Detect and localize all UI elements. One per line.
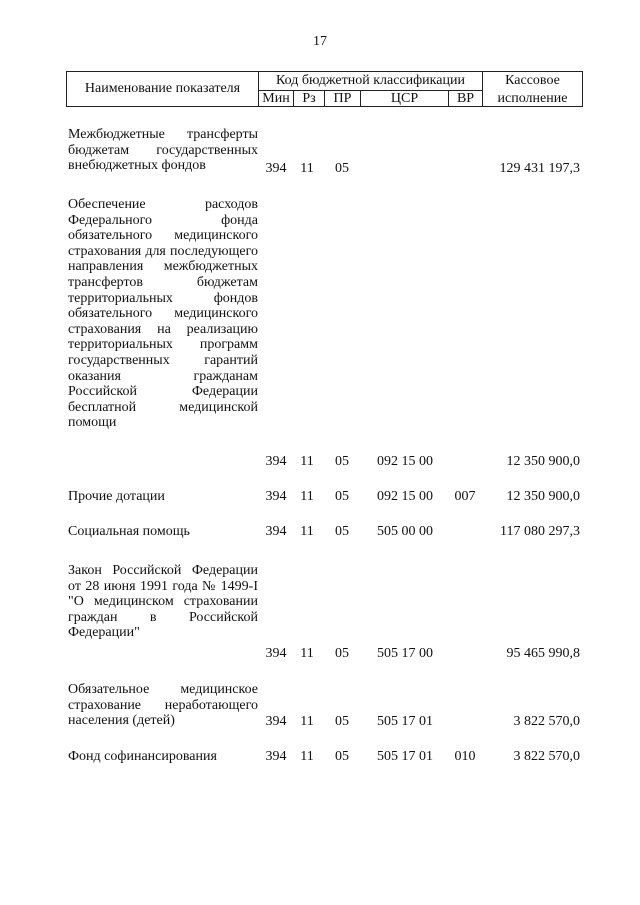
row-min: 394 xyxy=(265,489,287,504)
row-csr: 505 17 00 xyxy=(377,646,433,661)
header-execution-line1: Кассовое xyxy=(505,73,560,88)
row-vr: 007 xyxy=(454,489,476,504)
header-pr: ПР xyxy=(333,91,352,106)
header-top-border xyxy=(66,71,583,72)
header-min: Мин xyxy=(262,91,290,106)
header-name-column: Наименование показателя xyxy=(84,81,241,96)
row-pr: 05 xyxy=(335,161,349,176)
row-rz: 11 xyxy=(300,161,314,176)
row-csr: 505 17 01 xyxy=(377,714,433,729)
row-min: 394 xyxy=(265,646,287,661)
row-csr: 092 15 00 xyxy=(377,489,433,504)
row-min: 394 xyxy=(265,161,287,176)
row-name: Обязательное медицинское страхование неработающего населения (детей) xyxy=(68,682,258,729)
row-amount: 129 431 197,3 xyxy=(499,161,580,176)
row-min: 394 xyxy=(265,524,287,539)
row-min: 394 xyxy=(265,454,287,469)
row-name: Фонд софинансирования xyxy=(68,749,217,764)
header-rz: Рз xyxy=(302,91,316,106)
row-name: Социальная помощь xyxy=(68,524,190,539)
row-csr: 505 00 00 xyxy=(377,524,433,539)
row-name: Прочие дотации xyxy=(68,489,165,504)
row-csr: 505 17 01 xyxy=(377,749,433,764)
header-vr: ВР xyxy=(456,91,475,106)
row-rz: 11 xyxy=(300,749,314,764)
header-right-border xyxy=(582,71,583,107)
row-name: Межбюджетные трансферты бюджетам государственных внебюджетных фондов xyxy=(68,127,258,174)
row-rz: 11 xyxy=(300,454,314,469)
header-execution-line2: исполнение xyxy=(497,91,568,106)
row-amount: 117 080 297,3 xyxy=(500,524,580,539)
row-csr: 092 15 00 xyxy=(377,454,433,469)
row-amount: 95 465 990,8 xyxy=(506,646,580,661)
row-name: Обеспечение расходов Федерального фонда обязательного медицинского страхования для последующего направления межбюджетных трансфертов бюджетам территориальных фондов обязательного медицинского страхования на реализацию территориальных программ государственных гарантий оказания гражданам Российской Федерации бесплатной медицинской помощи xyxy=(68,197,258,431)
row-rz: 11 xyxy=(300,714,314,729)
row-min: 394 xyxy=(265,749,287,764)
row-pr: 05 xyxy=(335,714,349,729)
row-amount: 3 822 570,0 xyxy=(513,714,580,729)
header-csr: ЦСР xyxy=(390,91,419,106)
header-code-group: Код бюджетной классификации xyxy=(276,73,465,88)
row-amount: 12 350 900,0 xyxy=(506,454,580,469)
row-pr: 05 xyxy=(335,749,349,764)
row-pr: 05 xyxy=(335,454,349,469)
row-rz: 11 xyxy=(300,489,314,504)
row-pr: 05 xyxy=(335,524,349,539)
row-amount: 3 822 570,0 xyxy=(513,749,580,764)
row-name: Закон Российской Федерации от 28 июня 1991 года № 1499-I "О медицинском страховании граждан в Российской Федерации" xyxy=(68,563,258,641)
row-amount: 12 350 900,0 xyxy=(506,489,580,504)
row-vr: 010 xyxy=(454,749,476,764)
row-rz: 11 xyxy=(300,646,314,661)
row-min: 394 xyxy=(265,714,287,729)
row-rz: 11 xyxy=(300,524,314,539)
page-number: 17 xyxy=(313,34,327,49)
row-pr: 05 xyxy=(335,646,349,661)
row-pr: 05 xyxy=(335,489,349,504)
